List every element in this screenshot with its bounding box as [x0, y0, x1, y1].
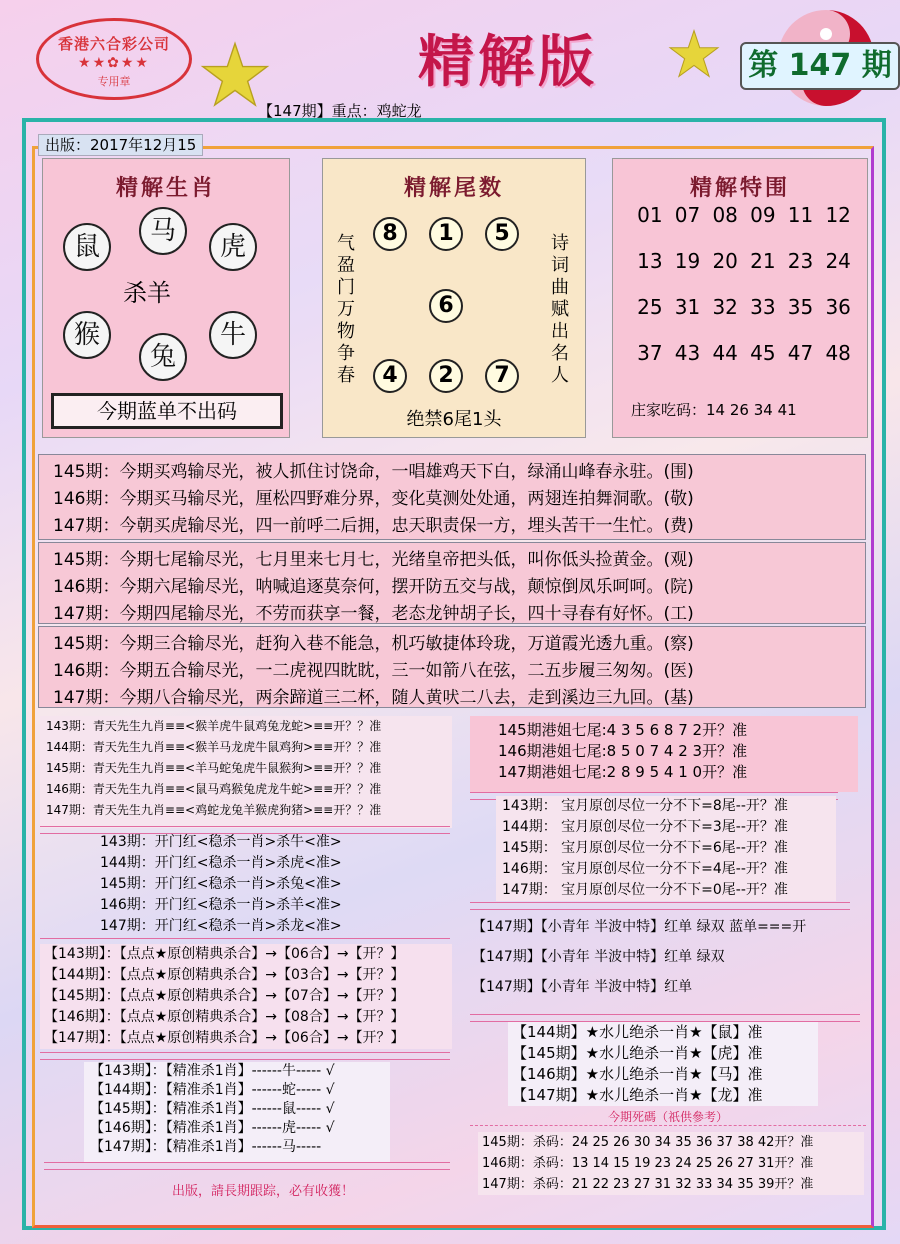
special-number: 13	[637, 249, 663, 273]
poem-block-zodiac	[38, 454, 866, 540]
divider	[44, 1162, 450, 1170]
seal-use-text: 专用章	[97, 75, 131, 88]
company-seal	[36, 18, 192, 100]
poem-line: 145期：今期三合输尽光，赶狗入巷不能急，机巧敏捷体玲珑，万道霞光透九重。(察)	[53, 634, 694, 654]
kill-line: 【144期】：【精准杀1肖】------蛇----- √	[90, 1082, 335, 1098]
divider	[40, 1052, 450, 1060]
poem-line: 145期：今期买鸡输尽光，被人抓住讨饶命，一唱雄鸡天下白，绿涌山峰春永驻。(围)	[53, 462, 694, 482]
special-number: 24	[825, 249, 851, 273]
special-number: 07	[674, 203, 701, 227]
special-number: 08	[712, 203, 738, 227]
special-number: 19	[674, 249, 701, 273]
dead-code-line: 147期：杀码：21 22 23 27 31 32 33 34 35 39开？准	[482, 1177, 814, 1192]
water-line: 【146期】★水儿绝杀一肖★【马】准	[512, 1065, 763, 1083]
water-line: 【144期】★水儿绝杀一肖★【鼠】准	[512, 1023, 763, 1041]
tail-right-verse: 诗词曲赋出名人	[551, 233, 569, 386]
combo-line: 【143期】：【点点★原创精典杀合】→【06合】→【开？】	[44, 946, 405, 962]
poem-block-combo	[38, 626, 866, 708]
tail-panel	[322, 158, 586, 438]
publish-date: 出版：2017年12月15	[38, 134, 203, 156]
zodiac-center: 杀羊	[123, 279, 171, 307]
dealer-numbers: 14 26 34 41	[706, 401, 797, 419]
combo-block	[40, 944, 452, 1049]
special-number: 36	[825, 295, 851, 319]
wave-line: 【147期】【小青年 半波中特】红单	[472, 979, 693, 995]
focus-line: 【147期】重点：鸡蛇龙	[258, 102, 422, 120]
special-title: 精解特围	[689, 175, 790, 201]
zodiac-title: 精解生肖	[115, 175, 216, 201]
zodiac-circle: 猴	[63, 311, 111, 359]
combo-line: 【147期】：【点点★原创精典杀合】→【06合】→【开？】	[44, 1030, 405, 1046]
special-panel	[612, 158, 868, 438]
water-block	[508, 1022, 818, 1106]
dealer-line	[631, 399, 797, 420]
tail-number: 1	[429, 217, 463, 251]
nine-line: 145期：青天先生九肖≡≡<羊马蛇兔虎牛鼠猴狗>≡≡开？？准	[46, 761, 382, 775]
special-number: 45	[750, 341, 776, 365]
kill-line: 【143期】：【精准杀1肖】------牛----- √	[90, 1063, 335, 1079]
tail-number: 8	[373, 217, 407, 251]
poem-line: 146期：今期六尾输尽光，呐喊追逐莫奈何，摆开防五交与战，颠惊倒凤乐呵呵。(院)	[53, 577, 694, 597]
combo-line: 【146期】：【点点★原创精典杀合】→【08合】→【开？】	[44, 1009, 405, 1025]
sister-block	[470, 716, 858, 792]
special-number: 31	[674, 295, 701, 319]
sister-line: 145期港姐七尾:4 3 5 6 8 7 2开？准	[498, 721, 748, 739]
special-number: 23	[787, 249, 814, 273]
special-number: 01	[637, 203, 663, 227]
tail-title: 精解尾数	[403, 175, 504, 201]
nine-zodiac-block	[40, 716, 452, 828]
kill-line: 【146期】：【精准杀1肖】------虎----- √	[90, 1120, 335, 1136]
poem-line: 147期：今朝买虎输尽光，四一前呼二后拥，忠天职责保一方，埋头苦干一生忙。(费)	[53, 516, 694, 536]
poem-line: 147期：今期八合输尽光，两余蹄道三二杯，随人黄吠二八去，走到溪边三九回。(基)	[53, 688, 694, 708]
door-line: 147期：开门红<稳杀一肖>杀龙<准>	[100, 918, 342, 934]
water-line: 【145期】★水儿绝杀一肖★【虎】准	[512, 1044, 763, 1062]
special-number: 09	[750, 203, 776, 227]
divider	[470, 902, 850, 910]
tail-note: 绝禁6尾1头	[406, 409, 502, 430]
issue-badge: 第 147 期	[740, 42, 900, 90]
moon-line: 144期： 宝月原创尽位一分不下=3尾--开？准	[502, 819, 788, 835]
special-number: 25	[637, 295, 663, 319]
special-number: 37	[637, 341, 663, 365]
tail-number: 5	[485, 217, 519, 251]
poem-line: 145期：今期七尾输尽光，七月里来七月七，光绪皇帝把头低，叫你低头捡黄金。(观)	[53, 550, 694, 570]
dead-code-block	[478, 1132, 864, 1195]
tail-number: 4	[373, 359, 407, 393]
moon-line: 146期： 宝月原创尽位一分不下=4尾--开？准	[502, 861, 788, 877]
moon-line: 143期： 宝月原创尽位一分不下=8尾--开？准	[502, 798, 788, 814]
door-block	[100, 832, 400, 937]
combo-line: 【145期】：【点点★原创精典杀合】→【07合】→【开？】	[44, 988, 405, 1004]
seal-arc-text: 香港六合彩公司	[57, 35, 170, 53]
nine-line: 143期：青天先生九肖≡≡<猴羊虎牛鼠鸡兔龙蛇>≡≡开？？准	[46, 719, 382, 733]
special-number: 20	[712, 249, 738, 273]
water-line: 【147期】★水儿绝杀一肖★【龙】准	[512, 1086, 763, 1104]
dealer-label: 庄家吃码：	[631, 401, 707, 419]
wave-line: 【147期】【小青年 半波中特】红单 绿双	[472, 949, 725, 965]
special-number: 32	[712, 295, 738, 319]
wave-line: 【147期】【小青年 半波中特】红单 绿双 蓝单===开	[472, 919, 807, 935]
zodiac-circle: 兔	[139, 333, 187, 381]
special-number: 48	[825, 341, 851, 365]
nine-line: 144期：青天先生九肖≡≡<猴羊马龙虎牛鼠鸡狗>≡≡开？？准	[46, 740, 382, 754]
poem-block-tail	[38, 542, 866, 624]
special-number: 21	[750, 249, 776, 273]
tail-number: 2	[429, 359, 463, 393]
zodiac-circle: 牛	[209, 311, 257, 359]
nine-line: 146期：青天先生九肖≡≡<鼠马鸡猴兔虎龙牛蛇>≡≡开？？准	[46, 782, 382, 796]
footer-note: 出版，請長期跟踪，必有收獲！	[172, 1184, 355, 1199]
poem-line: 146期：今期五合输尽光，一二虎视四眈眈，三一如箭八在弦，二五步履三匆匆。(医)	[53, 661, 694, 681]
seal-stars: ★★✿★★	[78, 55, 150, 71]
kill-block	[84, 1062, 390, 1162]
dead-code-line: 146期：杀码：13 14 15 19 23 24 25 26 27 31开？准	[482, 1156, 814, 1171]
divider	[470, 1014, 860, 1022]
special-number: 47	[787, 341, 814, 365]
kill-line: 【145期】：【精准杀1肖】------鼠----- √	[90, 1101, 335, 1117]
wave-block	[472, 912, 868, 1002]
combo-line: 【144期】：【点点★原创精典杀合】→【03合】→【开？】	[44, 967, 405, 983]
dead-code-title: 今期死碼（祇供參考）	[470, 1108, 866, 1126]
door-line: 146期：开门红<稳杀一肖>杀羊<准>	[100, 897, 342, 913]
special-number: 35	[787, 295, 814, 319]
door-line: 143期：开门红<稳杀一肖>杀牛<准>	[100, 834, 342, 850]
special-number: 11	[787, 203, 814, 227]
star-icon	[668, 28, 720, 80]
moon-block	[496, 796, 836, 901]
zodiac-circle: 鼠	[63, 223, 111, 271]
door-line: 145期：开门红<稳杀一肖>杀兔<准>	[100, 876, 342, 892]
zodiac-circle: 虎	[209, 223, 257, 271]
zodiac-circle: 马	[139, 207, 187, 255]
special-number: 12	[825, 203, 851, 227]
special-number-grid	[631, 203, 857, 365]
kill-line: 【147期】：【精准杀1肖】------马-----	[90, 1139, 322, 1155]
page-title: 精解版	[418, 29, 598, 95]
tail-left-verse: 气盈门万物争春	[337, 233, 355, 386]
moon-line: 145期： 宝月原创尽位一分不下=6尾--开？准	[502, 840, 788, 856]
poem-line: 146期：今期买马输尽光，厘松四野难分界，变化莫测处处通，两翅连拍舞洞歌。(敬)	[53, 489, 694, 509]
special-number: 43	[674, 341, 701, 365]
tail-number: 7	[485, 359, 519, 393]
zodiac-panel	[42, 158, 290, 438]
special-number: 44	[712, 341, 738, 365]
sister-line: 146期港姐七尾:8 5 0 7 4 2 3开？准	[498, 742, 748, 760]
zodiac-note: 今期蓝单不出码	[51, 393, 283, 429]
nine-line: 147期：青天先生九肖≡≡<鸡蛇龙兔羊猴虎狗猪>≡≡开？？准	[46, 803, 382, 817]
moon-line: 147期： 宝月原创尽位一分不下=0尾--开？准	[502, 882, 788, 898]
sister-line: 147期港姐七尾:2 8 9 5 4 1 0开？准	[498, 763, 748, 781]
tail-number: 6	[429, 289, 463, 323]
poem-line: 147期：今期四尾输尽光，不劳而获享一餐，老态龙钟胡子长，四十寻春有好怀。(工)	[53, 604, 694, 624]
door-line: 144期：开门红<稳杀一肖>杀虎<准>	[100, 855, 342, 871]
special-number: 33	[750, 295, 776, 319]
dead-code-line: 145期：杀码：24 25 26 30 34 35 36 37 38 42开？准	[482, 1135, 814, 1150]
